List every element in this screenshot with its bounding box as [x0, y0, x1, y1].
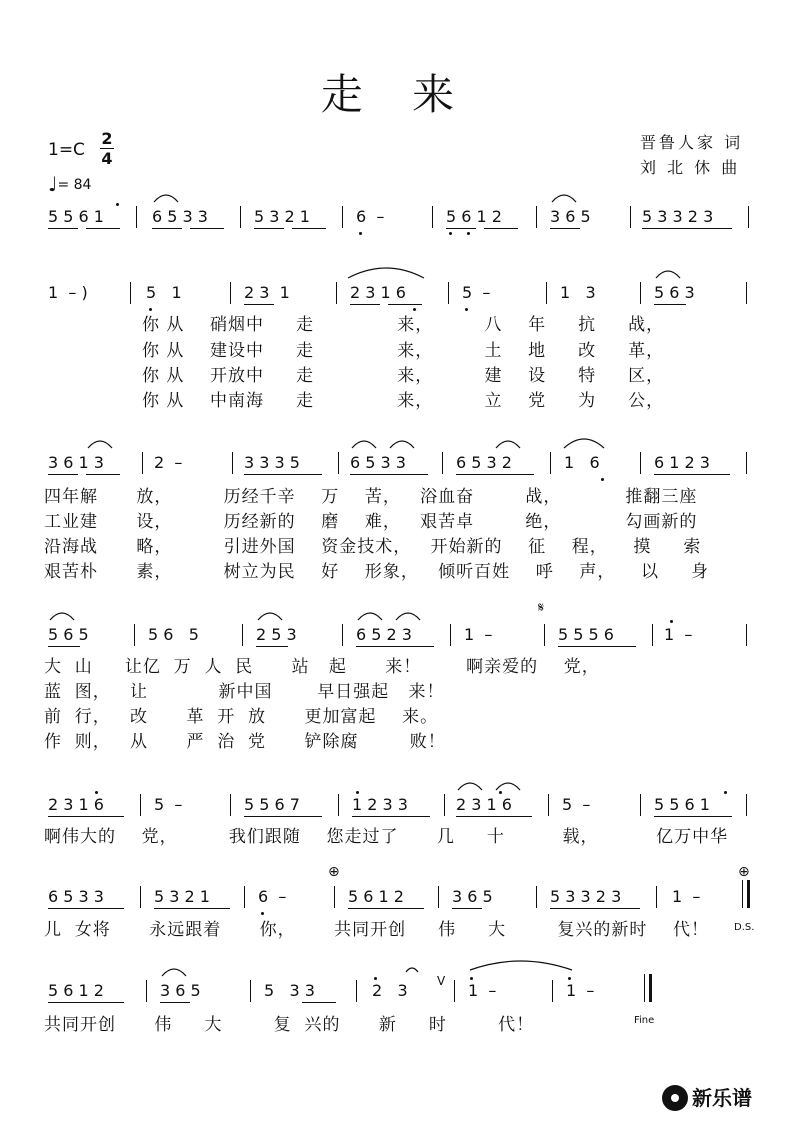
- r1-m3: 5 3 2 1: [254, 207, 310, 226]
- verse-row1-line3: 你 从 开放中 走 来， 建 设 特 区，: [142, 366, 665, 386]
- composer-credit: 刘 北 休 曲: [640, 158, 741, 177]
- r7-m5: 1 –: [468, 981, 497, 1000]
- verse-row2-line3: 沿海战 略， 引进外国 资金技术， 开始新的 征 程， 摸 索: [44, 537, 702, 557]
- coda-icon-2: ⊕: [738, 864, 750, 880]
- r1-m2: 6 5 3 3: [152, 207, 208, 226]
- slur: [154, 195, 178, 202]
- site-logo: [662, 1082, 752, 1111]
- slur: [458, 783, 482, 790]
- song-title: 走 来: [320, 70, 473, 119]
- breath-mark: V: [437, 974, 446, 988]
- lyricist-credit: 晋鲁人家 词: [640, 133, 744, 152]
- slur: [348, 268, 424, 278]
- r2-m7: 5 6 3: [654, 283, 695, 302]
- quarter-note-icon: ♩: [48, 172, 58, 196]
- r1-m1: 5 5 6 1: [48, 207, 104, 226]
- r4-m1: 5 6 5: [48, 625, 89, 644]
- r5-m6: 5 –: [562, 795, 591, 814]
- chorus-row3: 共同开创 伟 大 复 兴的 新 时 代！: [44, 1015, 535, 1035]
- r6-m2: 5 3 2 1: [154, 887, 210, 906]
- slur: [358, 613, 382, 620]
- coda-icon-1: ⊕: [328, 864, 340, 880]
- r6-m3: 6 –: [258, 887, 287, 906]
- r7-m1: 5 6 1 2: [48, 981, 104, 1000]
- verse-row3-line2: 蓝 图， 让 新中国 早日强起 来！: [44, 682, 445, 702]
- r6-m6: 5 3 3 2 3: [550, 887, 622, 906]
- slur: [564, 439, 604, 448]
- r5-m1: 2 3 1 6: [48, 795, 104, 814]
- r6-m7: 1 –: [672, 887, 701, 906]
- time-bottom: 4: [101, 149, 113, 168]
- time-top: 2: [101, 129, 113, 148]
- r2-m3: 2 3 1: [244, 283, 290, 302]
- r2-m2: 5 1: [146, 283, 182, 302]
- slur: [50, 613, 74, 620]
- chorus-row2: 儿 女将 永远跟着 你， 共同开创 伟 大 复兴的新时 代！: [44, 920, 709, 940]
- r4-m6: 5 5 5 6: [558, 625, 614, 644]
- slur: [352, 441, 376, 448]
- slur: [258, 613, 282, 620]
- verse-row1-line1: 你 从 硝烟中 走 来， 八 年 抗 战，: [142, 315, 665, 335]
- r2-m4: 2 3 1 6: [350, 283, 406, 302]
- chorus-row1: 啊伟大的 党， 我们跟随 您走过了 几 十 载， 亿万中华: [44, 827, 729, 847]
- r6-m5: 3 6 5: [452, 887, 493, 906]
- slur: [552, 195, 576, 202]
- r4-m2: 5 6 5: [148, 625, 199, 644]
- r5-m4: 1 2 3 3: [352, 795, 408, 814]
- r1-m7: 5 3 3 2 3: [642, 207, 714, 226]
- logo-text: 新乐谱: [692, 1086, 752, 1110]
- verse-row2-line1: 四年解 放， 历经千辛 万 苦， 浴血奋 战， 推翻三座: [44, 487, 698, 507]
- r3-m3: 3 3 3 5: [244, 453, 300, 472]
- slur: [656, 271, 680, 278]
- slur: [470, 961, 572, 970]
- r6-m4: 5 6 1 2: [348, 887, 404, 906]
- r1-m6: 3 6 5: [550, 207, 591, 226]
- r4-m3: 2 5 3: [256, 625, 297, 644]
- fine-marking: Fine: [634, 1015, 655, 1026]
- segno-icon: 𝄋: [538, 600, 545, 616]
- r4-m5: 1 –: [464, 625, 493, 644]
- verse-row2-line4: 艰苦朴 素， 树立为民 好 形象， 倾听百姓 呼 声， 以 身: [44, 562, 709, 582]
- r2-m1: 1 – ): [48, 283, 88, 302]
- r4-m4: 6 5 2 3: [356, 625, 412, 644]
- verse-row3-line3: 前 行， 改 革 开 放 更加富起 来。: [44, 707, 439, 727]
- slur: [162, 969, 186, 976]
- slur: [88, 441, 112, 448]
- verse-row1-line4: 你 从 中南海 走 来， 立 党 为 公，: [142, 391, 665, 411]
- r7-m3: 5 3 3: [264, 981, 315, 1000]
- slur: [496, 783, 520, 790]
- verse-row2-line2: 工业建 设， 历经新的 磨 难， 艰苦卓 绝， 勾画新的: [44, 512, 698, 532]
- r1-m5: 5 6 1 2: [446, 207, 502, 226]
- r7-m6: 1 –: [566, 981, 595, 1000]
- verse-row1-line2: 你 从 建设中 走 来， 土 地 改 革，: [142, 341, 665, 361]
- verse-row3-line4: 作 则， 从 严 治 党 铲除腐 败！: [44, 732, 446, 752]
- r6-m1: 6 5 3 3: [48, 887, 104, 906]
- r4-m7: 1 –: [664, 625, 693, 644]
- r7-m4: 2 3: [372, 981, 408, 1000]
- r2-m6: 1 3: [560, 283, 596, 302]
- r1-m4: 6 –: [356, 207, 385, 226]
- verse-row3-line1: 大 山 让亿 万 人 民 站 起 来！ 啊亲爱的 党，: [44, 657, 600, 677]
- vinyl-disc-icon: [662, 1085, 688, 1111]
- slur: [390, 441, 414, 448]
- r5-m3: 5 5 6 7: [244, 795, 300, 814]
- key-signature: 1=C: [48, 140, 85, 160]
- r3-m7: 6 1 2 3: [654, 453, 710, 472]
- r5-m2: 5 –: [154, 795, 183, 814]
- r7-m2: 3 6 5: [160, 981, 201, 1000]
- slur: [496, 441, 520, 448]
- tempo-value: = 84: [57, 177, 92, 193]
- r5-m5: 2 3 1 6: [456, 795, 512, 814]
- slur: [396, 613, 420, 620]
- r3-m1: 3 6 1 3: [48, 453, 104, 472]
- fermata: [406, 968, 418, 972]
- r3-m4: 6 5 3 3: [350, 453, 406, 472]
- r2-m5: 5 –: [462, 283, 491, 302]
- ds-marking: D.S.: [734, 922, 755, 933]
- r3-m2: 2 –: [154, 453, 183, 472]
- r3-m6: 1 6: [564, 453, 600, 472]
- r3-m5: 6 5 3 2: [456, 453, 512, 472]
- r5-m7: 5 5 6 1: [654, 795, 710, 814]
